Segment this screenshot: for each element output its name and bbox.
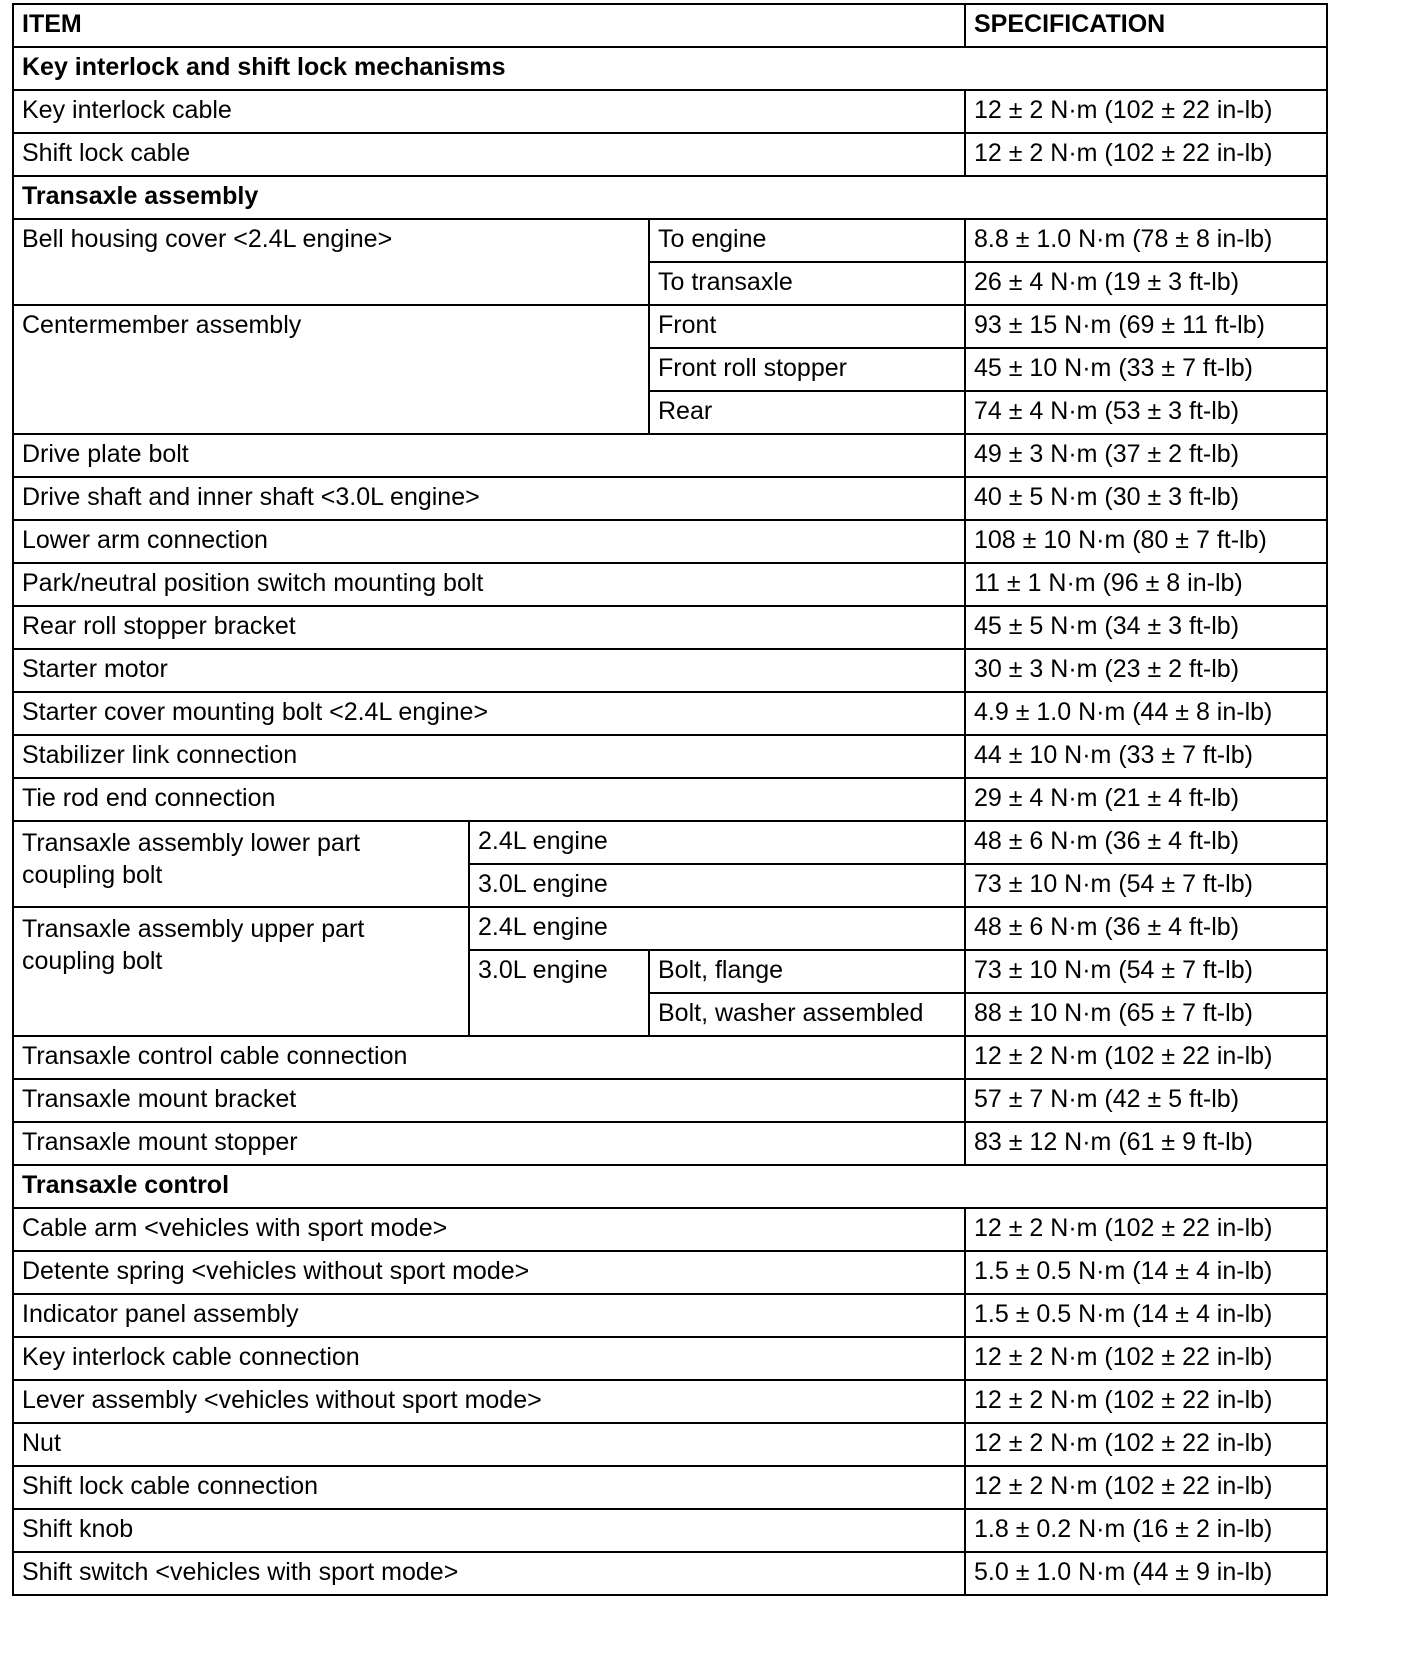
section-row [13, 1165, 1327, 1208]
table-row [13, 692, 1327, 735]
spec-cell: 29 ± 4 N·m (21 ± 4 ft-lb) [965, 778, 1327, 821]
spec-cell: 45 ± 10 N·m (33 ± 7 ft-lb) [965, 348, 1327, 391]
item-cell: Shift knob [13, 1509, 965, 1552]
spec-cell: 44 ± 10 N·m (33 ± 7 ft-lb) [965, 735, 1327, 778]
table-row [13, 778, 1327, 821]
item-cell: Centermember assembly [13, 305, 649, 434]
item-cell: Transaxle assembly lower part coupling bolt [13, 821, 469, 907]
spec-cell: 1.5 ± 0.5 N·m (14 ± 4 in-lb) [965, 1294, 1327, 1337]
sub-sub-item-cell: Bolt, flange [649, 950, 965, 993]
sub-item-cell: Front roll stopper [649, 348, 965, 391]
item-cell: Drive plate bolt [13, 434, 965, 477]
spec-cell: 12 ± 2 N·m (102 ± 22 in-lb) [965, 1036, 1327, 1079]
table-row [13, 434, 1327, 477]
item-cell: Starter motor [13, 649, 965, 692]
spec-cell: 1.5 ± 0.5 N·m (14 ± 4 in-lb) [965, 1251, 1327, 1294]
item-cell: Starter cover mounting bolt <2.4L engine> [13, 692, 965, 735]
table-row [13, 821, 1327, 864]
spec-cell: 88 ± 10 N·m (65 ± 7 ft-lb) [965, 993, 1327, 1036]
sub-item-cell: 2.4L engine [469, 821, 965, 864]
item-cell: Transaxle assembly upper part coupling bolt [13, 907, 469, 1036]
table-row [13, 1079, 1327, 1122]
table-row [13, 907, 1327, 950]
spec-cell: 8.8 ± 1.0 N·m (78 ± 8 in-lb) [965, 219, 1327, 262]
item-cell: Transaxle mount bracket [13, 1079, 965, 1122]
sub-sub-item-cell: Bolt, washer assembled [649, 993, 965, 1036]
spec-cell: 12 ± 2 N·m (102 ± 22 in-lb) [965, 1380, 1327, 1423]
spec-cell: 4.9 ± 1.0 N·m (44 ± 8 in-lb) [965, 692, 1327, 735]
table-row [13, 133, 1327, 176]
spec-cell: 73 ± 10 N·m (54 ± 7 ft-lb) [965, 864, 1327, 907]
sub-item-cell: 2.4L engine [469, 907, 965, 950]
item-cell: Rear roll stopper bracket [13, 606, 965, 649]
sub-item-cell: To transaxle [649, 262, 965, 305]
spec-cell: 93 ± 15 N·m (69 ± 11 ft-lb) [965, 305, 1327, 348]
sub-item-cell: Rear [649, 391, 965, 434]
item-cell: Lever assembly <vehicles without sport mode> [13, 1380, 965, 1423]
section-row [13, 176, 1327, 219]
item-cell: Drive shaft and inner shaft <3.0L engine> [13, 477, 965, 520]
section-title: Key interlock and shift lock mechanisms [13, 47, 1327, 90]
item-cell: Shift lock cable connection [13, 1466, 965, 1509]
item-cell: Lower arm connection [13, 520, 965, 563]
item-cell: Park/neutral position switch mounting bolt [13, 563, 965, 606]
spec-cell: 12 ± 2 N·m (102 ± 22 in-lb) [965, 90, 1327, 133]
table-row [13, 1337, 1327, 1380]
specification-column-header: SPECIFICATION [965, 4, 1327, 47]
torque-spec-table [12, 3, 1328, 1596]
table-row [13, 90, 1327, 133]
table-row [13, 1208, 1327, 1251]
section-title: Transaxle assembly [13, 176, 1327, 219]
table-row [13, 219, 1327, 262]
table-row [13, 563, 1327, 606]
sub-item-cell: 3.0L engine [469, 864, 965, 907]
table-row [13, 1466, 1327, 1509]
spec-cell: 49 ± 3 N·m (37 ± 2 ft-lb) [965, 434, 1327, 477]
item-cell: Transaxle mount stopper [13, 1122, 965, 1165]
spec-cell: 108 ± 10 N·m (80 ± 7 ft-lb) [965, 520, 1327, 563]
item-cell: Cable arm <vehicles with sport mode> [13, 1208, 965, 1251]
spec-cell: 74 ± 4 N·m (53 ± 3 ft-lb) [965, 391, 1327, 434]
item-cell: Nut [13, 1423, 965, 1466]
section-row [13, 47, 1327, 90]
table-row [13, 1122, 1327, 1165]
item-cell: Key interlock cable [13, 90, 965, 133]
item-cell: Shift lock cable [13, 133, 965, 176]
spec-cell: 12 ± 2 N·m (102 ± 22 in-lb) [965, 1423, 1327, 1466]
item-cell: Stabilizer link connection [13, 735, 965, 778]
spec-cell: 48 ± 6 N·m (36 ± 4 ft-lb) [965, 907, 1327, 950]
header-row [13, 4, 1327, 47]
spec-cell: 11 ± 1 N·m (96 ± 8 in-lb) [965, 563, 1327, 606]
sub-item-cell: Front [649, 305, 965, 348]
spec-cell: 26 ± 4 N·m (19 ± 3 ft-lb) [965, 262, 1327, 305]
item-cell: Transaxle control cable connection [13, 1036, 965, 1079]
spec-cell: 48 ± 6 N·m (36 ± 4 ft-lb) [965, 821, 1327, 864]
spec-cell: 5.0 ± 1.0 N·m (44 ± 9 in-lb) [965, 1552, 1327, 1595]
table-row [13, 477, 1327, 520]
item-cell: Tie rod end connection [13, 778, 965, 821]
table-row [13, 735, 1327, 778]
sub-item-cell: 3.0L engine [469, 950, 649, 1036]
table-row [13, 649, 1327, 692]
spec-cell: 1.8 ± 0.2 N·m (16 ± 2 in-lb) [965, 1509, 1327, 1552]
table-row [13, 1251, 1327, 1294]
spec-cell: 83 ± 12 N·m (61 ± 9 ft-lb) [965, 1122, 1327, 1165]
sub-item-cell: To engine [649, 219, 965, 262]
table-row [13, 1552, 1327, 1595]
spec-cell: 45 ± 5 N·m (34 ± 3 ft-lb) [965, 606, 1327, 649]
item-cell: Bell housing cover <2.4L engine> [13, 219, 649, 305]
table-row [13, 520, 1327, 563]
spec-cell: 57 ± 7 N·m (42 ± 5 ft-lb) [965, 1079, 1327, 1122]
spec-cell: 73 ± 10 N·m (54 ± 7 ft-lb) [965, 950, 1327, 993]
section-title: Transaxle control [13, 1165, 1327, 1208]
spec-cell: 12 ± 2 N·m (102 ± 22 in-lb) [965, 133, 1327, 176]
spec-cell: 40 ± 5 N·m (30 ± 3 ft-lb) [965, 477, 1327, 520]
spec-cell: 12 ± 2 N·m (102 ± 22 in-lb) [965, 1208, 1327, 1251]
table-row [13, 1036, 1327, 1079]
table-row [13, 606, 1327, 649]
table-row [13, 305, 1327, 348]
table-row [13, 1509, 1327, 1552]
item-cell: Shift switch <vehicles with sport mode> [13, 1552, 965, 1595]
item-cell: Indicator panel assembly [13, 1294, 965, 1337]
item-cell: Detente spring <vehicles without sport mode> [13, 1251, 965, 1294]
spec-cell: 12 ± 2 N·m (102 ± 22 in-lb) [965, 1466, 1327, 1509]
table-row [13, 1423, 1327, 1466]
table-row [13, 1380, 1327, 1423]
item-cell: Key interlock cable connection [13, 1337, 965, 1380]
table-row [13, 1294, 1327, 1337]
spec-cell: 30 ± 3 N·m (23 ± 2 ft-lb) [965, 649, 1327, 692]
item-column-header: ITEM [13, 4, 965, 47]
spec-cell: 12 ± 2 N·m (102 ± 22 in-lb) [965, 1337, 1327, 1380]
